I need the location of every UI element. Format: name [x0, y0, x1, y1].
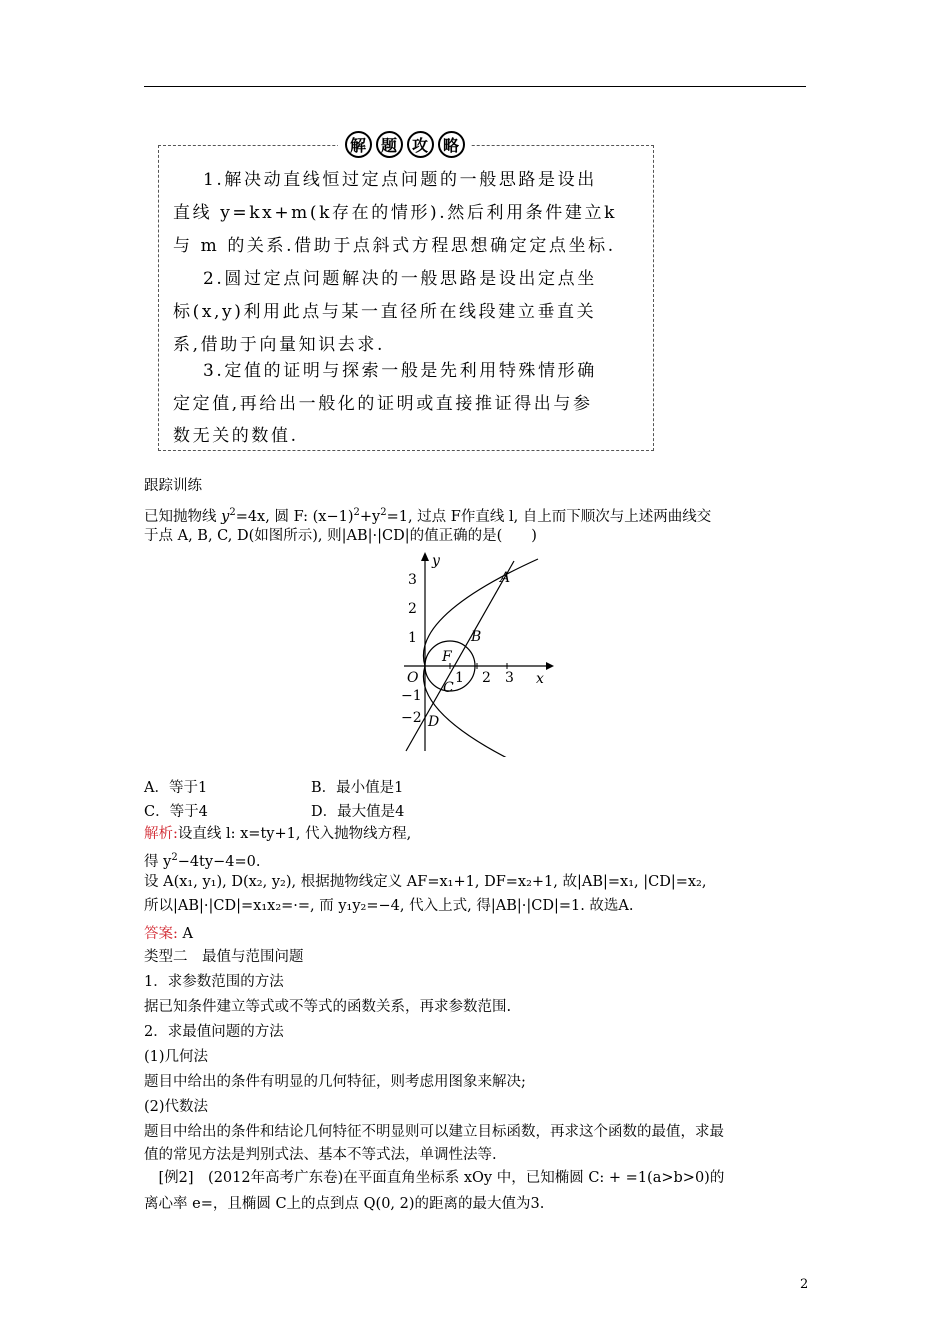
point-f-label: F — [442, 649, 452, 665]
parabola-upper — [423, 559, 538, 666]
strategy-title-char: 略 — [438, 131, 465, 158]
option-d: D．最大值是4 — [311, 804, 405, 820]
tick-label-x: 3 — [505, 670, 514, 686]
strategy-line: 数无关的数值. — [173, 426, 299, 446]
section2-line: (2)代数法 — [144, 1099, 209, 1115]
option-a: A．等于1 — [144, 780, 208, 796]
point-c-label: C — [443, 680, 454, 696]
strategy-title-char: 题 — [376, 131, 403, 158]
solution-label: 解析: — [144, 826, 178, 842]
section2-line: 据已知条件建立等式或不等式的函数关系，再求参数范围. — [144, 999, 512, 1015]
section2-line: 2．求最值问题的方法 — [144, 1024, 284, 1040]
strategy-title — [338, 129, 471, 159]
page-number: 2 — [800, 1277, 809, 1292]
solution-line-3: 设 A(x₁, y₁), D(x₂, y₂), 根据抛物线定义 AF=x₁+1, DF=x₂+1, 故|AB|=x₁, |CD|=x₂, — [144, 874, 707, 890]
tick-label-y: 3 — [408, 572, 417, 588]
strategy-line: 系,借助于向量知识去求. — [173, 335, 386, 355]
section2-line: 题目中给出的条件和结论几何特征不明显则可以建立目标函数，再求这个函数的最值，求最 — [144, 1124, 724, 1140]
tick-label-x: 1 — [455, 670, 464, 686]
origin-label: O — [407, 670, 419, 686]
strategy-line: 1.解决动直线恒过定点问题的一般思路是设出 — [203, 170, 597, 190]
section2-line: 题目中给出的条件有明显的几何特征，则考虑用图象来解决; — [144, 1074, 526, 1090]
section2-line: 1．求参数范围的方法 — [144, 974, 284, 990]
parabola-circle-figure — [394, 551, 554, 757]
solution-line-4: 所以|AB|·|CD|=x₁x₂=·=, 而 y₁y₂=−4, 代入上式, 得|AB|·|CD|=1. 故选A. — [144, 898, 634, 914]
tick-label-y: 1 — [408, 630, 417, 646]
section2-line: 值的常见方法是判别式法、基本不等式法，单调性法等. — [144, 1147, 497, 1163]
strategy-line: 与 m 的关系.借助于点斜式方程思想确定定点坐标. — [173, 236, 616, 256]
strategy-title-char: 解 — [345, 131, 372, 158]
x-label: x — [536, 671, 544, 687]
tick-label-y: −1 — [401, 688, 422, 704]
solution-line-1: 解析:设直线 l: x=ty+1, 代入抛物线方程, — [144, 826, 412, 842]
header-rule — [144, 86, 806, 87]
problem-line-1: 已知抛物线 $y^2=4x$, 圆 F: $(x-1)^2+y^2=1$, 过点 F作直线 l, 自上而下顺次与上述两曲线交 — [144, 507, 712, 525]
tick-label-y: −2 — [401, 710, 422, 726]
strategy-line: 定定值,再给出一般化的证明或直接推证得出与参 — [173, 394, 593, 414]
y-axis-arrow — [421, 552, 429, 561]
strategy-title-char: 攻 — [407, 131, 434, 158]
strategy-line: 3.定值的证明与探索一般是先利用特殊情形确 — [203, 361, 597, 381]
strategy-line: 2.圆过定点问题解决的一般思路是设出定点坐 — [203, 269, 597, 289]
section2-line: (1)几何法 — [144, 1049, 209, 1065]
x-axis-arrow — [546, 662, 554, 670]
point-a-label: A — [500, 570, 511, 586]
section2-line: 类型二 最值与范围问题 — [144, 949, 304, 965]
section2-line: [例2] (2012年高考广东卷)在平面直角坐标系 xOy 中，已知椭圆 C: + =1(a>b>0)的 — [144, 1170, 725, 1186]
parabola-lower — [423, 666, 538, 757]
point-b-label: B — [471, 629, 482, 645]
tick-label-y: 2 — [408, 601, 417, 617]
line-l — [406, 561, 514, 751]
solution-line-2: 得 $y^2-4ty-4=0$. — [144, 852, 261, 870]
option-b: B．最小值是1 — [311, 780, 404, 796]
strategy-line: 标(x,y)利用此点与某一直径所在线段建立垂直关 — [173, 302, 597, 322]
point-d-label: D — [428, 714, 440, 730]
answer-line: 答案: A — [144, 926, 193, 942]
y-label: y — [432, 553, 440, 569]
section2-line: 离心率 e=，且椭圆 C上的点到点 Q(0, 2)的距离的最大值为3. — [144, 1196, 545, 1212]
option-c: C．等于4 — [144, 804, 208, 820]
tick-label-x: 2 — [482, 670, 491, 686]
problem-line-2: 于点 A, B, C, D(如图所示), 则|AB|·|CD|的值正确的是( ) — [144, 528, 537, 544]
answer-label: 答案: — [144, 926, 178, 942]
training-heading: 跟踪训练 — [144, 478, 202, 494]
strategy-line: 直线 y=kx+m(k存在的情形).然后利用条件建立k — [173, 203, 617, 223]
